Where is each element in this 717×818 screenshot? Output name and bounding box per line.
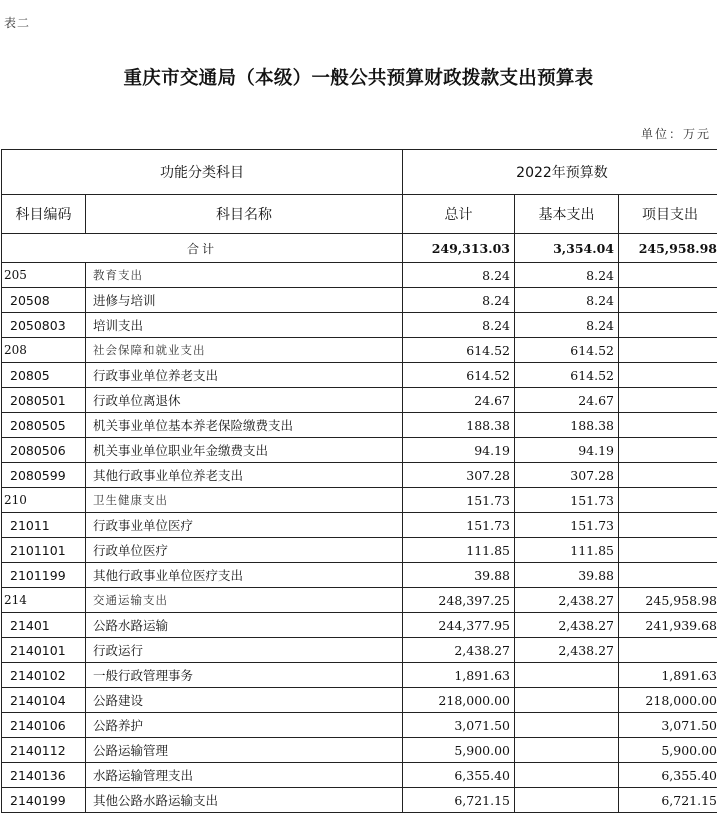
row-name: 公路养护 <box>86 713 403 738</box>
total-label: 合计 <box>2 234 403 263</box>
header-budget-2022: 2022年预算数 <box>403 150 717 195</box>
row-code: 2140136 <box>2 763 86 788</box>
row-code: 2101101 <box>2 538 86 563</box>
row-total: 111.85 <box>403 538 515 563</box>
table-row <box>2 463 717 488</box>
header-project: 项目支出 <box>619 195 717 234</box>
row-basic: 614.52 <box>515 338 619 363</box>
row-name: 机关事业单位职业年金缴费支出 <box>86 438 403 463</box>
row-name: 水路运输管理支出 <box>86 763 403 788</box>
row-total: 8.24 <box>403 313 515 338</box>
row-project: 5,900.00 <box>619 738 717 763</box>
table-row <box>2 288 717 313</box>
row-project <box>619 388 717 413</box>
row-project <box>619 363 717 388</box>
row-project: 6,355.40 <box>619 763 717 788</box>
row-basic: 111.85 <box>515 538 619 563</box>
row-code: 214 <box>2 588 86 613</box>
header-code: 科目编码 <box>2 195 86 234</box>
row-code: 2140199 <box>2 788 86 813</box>
row-name: 行政事业单位医疗 <box>86 513 403 538</box>
row-name: 公路运输管理 <box>86 738 403 763</box>
table-row <box>2 488 717 513</box>
row-basic: 39.88 <box>515 563 619 588</box>
row-name: 一般行政管理事务 <box>86 663 403 688</box>
row-code: 20805 <box>2 363 86 388</box>
budget-table <box>1 149 717 813</box>
total-row <box>2 234 717 263</box>
total-basic: 3,354.04 <box>515 234 619 263</box>
row-project: 3,071.50 <box>619 713 717 738</box>
row-basic: 8.24 <box>515 288 619 313</box>
row-project <box>619 438 717 463</box>
row-basic <box>515 788 619 813</box>
row-basic: 8.24 <box>515 263 619 288</box>
table-number-tag: 表二 <box>4 16 31 30</box>
row-name: 行政单位离退休 <box>86 388 403 413</box>
row-name: 公路水路运输 <box>86 613 403 638</box>
table-row <box>2 563 717 588</box>
table-row <box>2 763 717 788</box>
row-code: 2140112 <box>2 738 86 763</box>
row-basic: 151.73 <box>515 513 619 538</box>
row-basic: 614.52 <box>515 363 619 388</box>
header-row-columns <box>2 195 717 234</box>
row-project: 218,000.00 <box>619 688 717 713</box>
header-row-group <box>2 150 717 195</box>
row-project <box>619 538 717 563</box>
row-name: 教育支出 <box>86 263 403 288</box>
row-code: 208 <box>2 338 86 363</box>
row-total: 614.52 <box>403 338 515 363</box>
row-code: 2080505 <box>2 413 86 438</box>
row-basic <box>515 688 619 713</box>
row-project <box>619 513 717 538</box>
row-project: 1,891.63 <box>619 663 717 688</box>
row-project <box>619 463 717 488</box>
row-basic <box>515 763 619 788</box>
row-total: 1,891.63 <box>403 663 515 688</box>
table-row <box>2 613 717 638</box>
row-project <box>619 338 717 363</box>
table-row <box>2 688 717 713</box>
row-code: 2080501 <box>2 388 86 413</box>
row-project <box>619 488 717 513</box>
row-basic: 24.67 <box>515 388 619 413</box>
row-name: 卫生健康支出 <box>86 488 403 513</box>
table-row <box>2 738 717 763</box>
row-code: 2140104 <box>2 688 86 713</box>
row-basic: 2,438.27 <box>515 613 619 638</box>
row-basic: 188.38 <box>515 413 619 438</box>
total-project: 245,958.98 <box>619 234 717 263</box>
row-total: 244,377.95 <box>403 613 515 638</box>
row-total: 151.73 <box>403 513 515 538</box>
row-basic: 2,438.27 <box>515 588 619 613</box>
row-code: 21401 <box>2 613 86 638</box>
table-row <box>2 663 717 688</box>
row-name: 其他行政事业单位医疗支出 <box>86 563 403 588</box>
row-project: 241,939.68 <box>619 613 717 638</box>
row-code: 2101199 <box>2 563 86 588</box>
row-name: 社会保障和就业支出 <box>86 338 403 363</box>
row-code: 21011 <box>2 513 86 538</box>
row-project <box>619 263 717 288</box>
row-basic <box>515 713 619 738</box>
row-code: 2080506 <box>2 438 86 463</box>
table-row <box>2 313 717 338</box>
row-project: 245,958.98 <box>619 588 717 613</box>
row-name: 公路建设 <box>86 688 403 713</box>
row-name: 行政事业单位养老支出 <box>86 363 403 388</box>
row-code: 20508 <box>2 288 86 313</box>
row-project: 6,721.15 <box>619 788 717 813</box>
row-total: 6,355.40 <box>403 763 515 788</box>
row-basic: 2,438.27 <box>515 638 619 663</box>
row-name: 其他行政事业单位养老支出 <box>86 463 403 488</box>
row-project <box>619 563 717 588</box>
header-total: 总计 <box>403 195 515 234</box>
row-project <box>619 638 717 663</box>
table-row <box>2 388 717 413</box>
row-name: 其他公路水路运输支出 <box>86 788 403 813</box>
row-total: 94.19 <box>403 438 515 463</box>
row-total: 6,721.15 <box>403 788 515 813</box>
header-function-classification: 功能分类科目 <box>2 150 403 195</box>
row-basic: 151.73 <box>515 488 619 513</box>
row-project <box>619 288 717 313</box>
table-row <box>2 538 717 563</box>
document-title: 重庆市交通局（本级）一般公共预算财政拨款支出预算表 <box>123 68 594 89</box>
row-total: 39.88 <box>403 563 515 588</box>
table-row <box>2 638 717 663</box>
row-total: 307.28 <box>403 463 515 488</box>
row-total: 188.38 <box>403 413 515 438</box>
row-name: 培训支出 <box>86 313 403 338</box>
row-basic: 94.19 <box>515 438 619 463</box>
row-code: 2140106 <box>2 713 86 738</box>
total-sum: 249,313.03 <box>403 234 515 263</box>
row-total: 8.24 <box>403 288 515 313</box>
row-code: 2140102 <box>2 663 86 688</box>
row-basic <box>515 738 619 763</box>
table-row <box>2 513 717 538</box>
row-name: 行政单位医疗 <box>86 538 403 563</box>
unit-label: 单位：万元 <box>640 127 711 141</box>
row-total: 151.73 <box>403 488 515 513</box>
row-name: 机关事业单位基本养老保险缴费支出 <box>86 413 403 438</box>
row-code: 2050803 <box>2 313 86 338</box>
row-total: 8.24 <box>403 263 515 288</box>
row-basic: 8.24 <box>515 313 619 338</box>
row-total: 248,397.25 <box>403 588 515 613</box>
header-basic: 基本支出 <box>515 195 619 234</box>
budget-table-body <box>2 150 717 813</box>
row-code: 210 <box>2 488 86 513</box>
table-row <box>2 788 717 813</box>
row-project <box>619 413 717 438</box>
row-basic <box>515 663 619 688</box>
row-total: 2,438.27 <box>403 638 515 663</box>
row-total: 614.52 <box>403 363 515 388</box>
row-name: 进修与培训 <box>86 288 403 313</box>
table-row <box>2 263 717 288</box>
table-row <box>2 413 717 438</box>
row-total: 24.67 <box>403 388 515 413</box>
row-basic: 307.28 <box>515 463 619 488</box>
row-code: 205 <box>2 263 86 288</box>
table-row <box>2 713 717 738</box>
header-name: 科目名称 <box>86 195 403 234</box>
row-total: 218,000.00 <box>403 688 515 713</box>
table-row <box>2 588 717 613</box>
row-total: 3,071.50 <box>403 713 515 738</box>
row-code: 2140101 <box>2 638 86 663</box>
table-row <box>2 438 717 463</box>
row-name: 交通运输支出 <box>86 588 403 613</box>
table-row <box>2 363 717 388</box>
row-name: 行政运行 <box>86 638 403 663</box>
row-total: 5,900.00 <box>403 738 515 763</box>
row-code: 2080599 <box>2 463 86 488</box>
table-row <box>2 338 717 363</box>
row-project <box>619 313 717 338</box>
